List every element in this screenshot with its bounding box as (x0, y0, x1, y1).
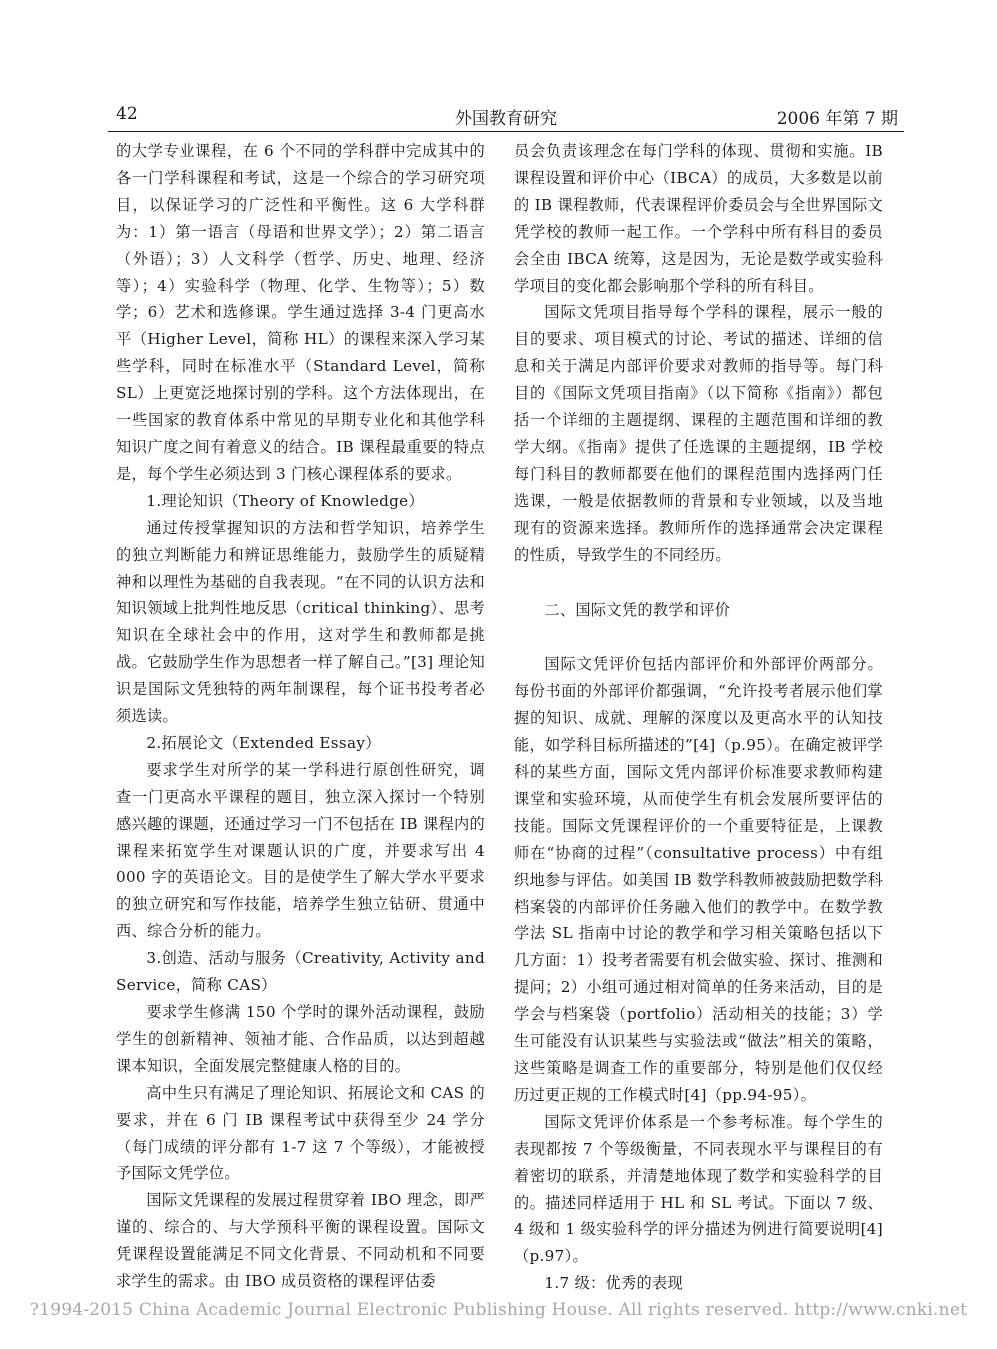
paragraph: 高中生只有满足了理论知识、拓展论文和 CAS 的要求，并在 6 门 IB 课程考试中获得至少 24 学分（每门成绩的评分都有 1-7 这 7 个等级），才能被授予国际文凭学位。 (116, 1083, 485, 1183)
issue-label: 2006 年第 7 期 (776, 109, 898, 129)
right-column (514, 138, 883, 1297)
journal-title: 外国教育研究 (455, 109, 557, 129)
paragraph: 员会负责该理念在每门学科的体现、贯彻和实施。IB 课程设置和评价中心（IBCA）的成员，大多数是以前的 IB 课程教师，代表课程评价委员会与全世界国际文凭学校的教师一起工作。一个学科中所有科目的委员会全由 IBCA 统筹，这是因为，无论是数学或实验科学项目的变化都会影响那个学科的所有科目。 (514, 142, 883, 295)
paragraph: 国际文凭评价包括内部评价和外部评价两部分。每份书面的外部评价都强调，“允许投考者展示他们掌握的知识、成就、理解的深度以及更高水平的认知技能，如学科目标所描述的”[4]（p.95）。在确定被评学科的某些方面，国际文凭内部评价标准要求教师构建课堂和实验环境，从而使学生有机会发展所要评估的技能。国际文凭课程评价的一个重要特征是，上课教师在“协商的过程”（consultative process）中有组织地参与评估。如美国 IB 数学科教师被鼓励把数学科档案袋的内部评价任务融入他们的教学中。在数学教学法 SL 指南中讨论的教学和学习相关策略包括以下几方面：1）投考者需要有机会做实验、探讨、推测和提问；2）小组可通过相对简单的任务来活动，目的是学会与档案袋（portfolio）活动相关的技能；3）学生可能没有认识某些与实验法或“做法”相关的策略，这些策略是调查工作的重要部分，特别是他们仅仅经历过更正规的工作模式时[4]（pp.94-95）。 (514, 655, 883, 1104)
paragraph: 国际文凭项目指导每个学科的课程，展示一般的目的要求、项目模式的讨论、考试的描述、详细的信息和关于满足内部评价要求对教师的指导等。每门科目的《国际文凭项目指南》（以下简称《指南》）都包括一个详细的主题提纲、课程的主题范围和详细的教学大纲。《指南》提供了任选课的主题提纲，IB 学校每门科目的教师都要在他们的课程范围内选择两门任选课，一般是依据教师的背景和专业领域，以及当地现有的资源来选择。教师所作的选择通常会决定课程的性质，导致学生的不同经历。 (514, 303, 883, 564)
page-number: 42 (116, 104, 138, 124)
left-column (116, 138, 485, 1295)
paragraph: 的大学专业课程，在 6 个不同的学科群中完成其中的各一门学科课程和考试，这是一个综合的学习研究项目，以保证学习的广泛性和平衡性。这 6 大学科群为：1）第一语言（母语和世界文学）；2）第二语言（外语）；3）人文科学（哲学、历史、地理、经济等）；4）实验科学（物理、化学、生物等）；5）数学；6）艺术和选修课。学生通过选择 3-4 门更高水平（Higher Level，简称 HL）的课程来深入学习某些学科，同时在标准水平（Standard Level，简称 SL）上更宽泛地探讨别的学科。这个方法体现出，在一些国家的教育体系中常见的早期专业化和其他学科知识广度之间有着意义的结合。IB 课程最重要的特点是，每个学生必须达到 3 门核心课程体系的要求。 (116, 142, 485, 483)
paragraph: 要求学生修满 150 个学时的课外活动课程，鼓励学生的创新精神、领袖才能、合作品质，以达到超越课本知识，全面发展完整健康人格的目的。 (116, 1003, 485, 1075)
paragraph: 国际文凭课程的发展过程贯穿着 IBO 理念，即严谨的、综合的、与大学预科平衡的课程设置。国际文凭课程设置能满足不同文化背景、不同动机和不同要求学生的需求。由 IBO 成员资格的课程评估委 (116, 1191, 485, 1291)
subheading-extended-essay: 2.拓展论文（Extended Essay） (146, 733, 381, 752)
paragraph: 国际文凭评价体系是一个参考标准。每个学生的表现都按 7 个等级衡量，不同表现水平与课程目的有着密切的联系，并清楚地体现了数学和实验科学的目的。描述同样适用于 HL 和 SL 考试。下面以 7 级、4 级和 1 级实验科学的评分描述为例进行简要说明[4]（p.97）。 (514, 1112, 883, 1266)
paragraph: 通过传授掌握知识的方法和哲学知识，培养学生的独立判断能力和辨证思维能力，鼓励学生的质疑精神和以理性为基础的自我表现。“在不同的认识方法和知识领域上批判性地反思（critical thinking）、思考知识在全球社会中的作用，这对学生和教师都是挑战。它鼓励学生作为思想者一样了解自己。”[3] 理论知识是国际文凭独特的两年制课程，每个证书投考者必须选读。 (116, 518, 485, 726)
copyright-watermark: ?1994-2015 China Academic Journal Electronic Publishing House. All rights reserved. http://www.cnki.net (29, 1300, 968, 1320)
subheading-theory-of-knowledge: 1.理论知识（Theory of Knowledge） (146, 491, 424, 510)
subheading-cas: 3.创造、活动与服务（Creativity, Activity and Service，简称 CAS） (116, 949, 485, 995)
section-heading: 二、国际文凭的教学和评价 (544, 600, 731, 619)
paragraph: 要求学生对所学的某一学科进行原创性研究，调查一门更高水平课程的题目，独立深入探讨一个特别感兴趣的课题，还通过学习一门不包括在 IB 课程内的课程来拓宽学生对课题认识的广度，并要求写出 4 000 字的英语论文。目的是使学生了解大学水平要求的独立研究和写作技能，培养学生独立钻研、贯通中西、综合分析的能力。 (116, 760, 485, 941)
subheading-level-7: 1.7 级：优秀的表现 (544, 1274, 683, 1293)
header-rule (108, 131, 904, 132)
running-header (108, 100, 904, 129)
